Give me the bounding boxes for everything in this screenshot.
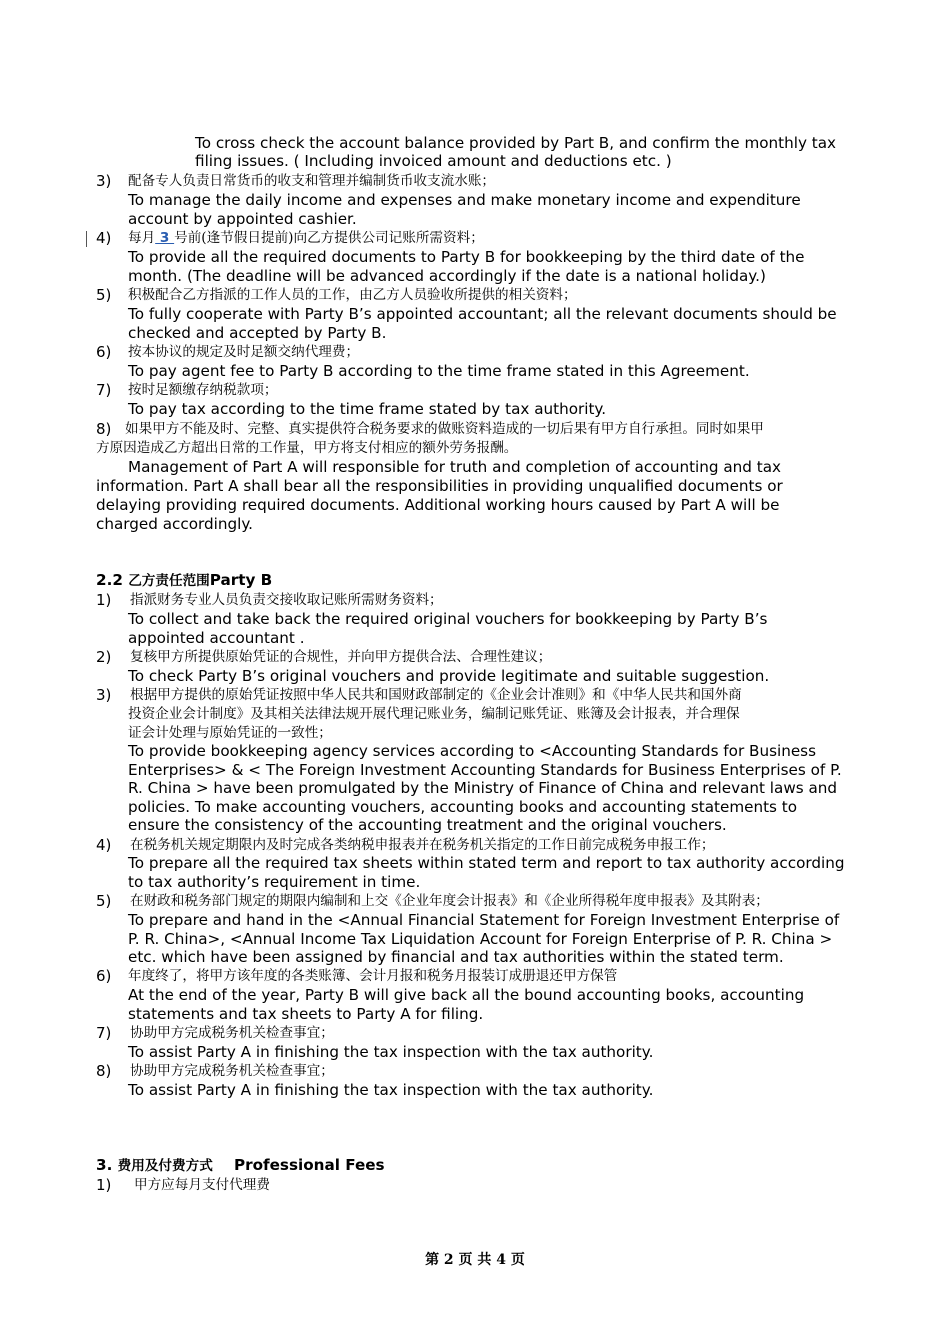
- heading-zh: 费用及付费方式: [117, 1158, 213, 1174]
- item-zh-part: 每月: [128, 230, 156, 246]
- item-en: ensure the consistency of the accounting treatment and the original vouchers.: [128, 816, 727, 834]
- item-en: policies. To make accounting vouchers, accounting books and accounting statements to: [128, 798, 798, 816]
- heading-en: Party B: [209, 571, 273, 589]
- item-zh: 甲方应每月支付代理费: [134, 1177, 270, 1193]
- item-number: 3): [96, 172, 112, 190]
- item-en: To collect and take back the required original vouchers for bookkeeping by Party B’s: [128, 610, 768, 628]
- item-zh: 在财政和税务部门规定的期限内编制和上交《企业年度会计报表》和《企业所得税年度申报表》及其附表；: [130, 893, 769, 909]
- item-number: 7): [96, 381, 112, 399]
- heading-number: 3.: [96, 1156, 113, 1174]
- item-number: 7): [96, 1024, 112, 1042]
- item-number: 5): [96, 892, 112, 910]
- section-heading-party-b: [96, 571, 272, 591]
- item-en: To fully cooperate with Party B’s appointed accountant; all the relevant documents should be: [128, 305, 837, 323]
- item-zh: 方原因造成乙方超出日常的工作量，甲方将支付相应的额外劳务报酬。: [96, 440, 518, 456]
- item-number: 4): [96, 229, 112, 247]
- item-en: To pay tax according to the time frame stated by tax authority.: [128, 400, 607, 418]
- item-zh: 积极配合乙方指派的工作人员的工作，由乙方人员验收所提供的相关资料；: [128, 287, 577, 303]
- item-number: 4): [96, 836, 112, 854]
- item-en: appointed accountant .: [128, 629, 305, 647]
- item-en: To pay agent fee to Party B according to the time frame stated in this Agreement.: [128, 362, 750, 380]
- revision-bar: [86, 231, 87, 247]
- item-zh-part: 号前(逢节假日提前)向乙方提供公司记账所需资料；: [174, 230, 484, 246]
- item-number: 6): [96, 967, 112, 985]
- heading-en: Professional Fees: [233, 1156, 385, 1174]
- page-footer: 第 2 页 共 4 页: [425, 1252, 525, 1268]
- item-number: 2): [96, 648, 112, 666]
- item-number: 8): [96, 1062, 112, 1080]
- item-number: 1): [96, 591, 112, 609]
- item-en: Management of Part A will responsible for truth and completion of accounting and tax: [128, 458, 782, 476]
- item-zh: 按时足额缴存纳税款项；: [128, 382, 278, 398]
- item-en: To prepare and hand in the <Annual Financial Statement for Foreign Investment Enterprise of: [128, 911, 840, 929]
- item-zh: 复核甲方所提供原始凭证的合规性，并向甲方提供合法、合理性建议；: [130, 649, 552, 665]
- cross-check-line-2: filing issues. ( Including invoiced amount and deductions etc. ): [195, 152, 672, 170]
- item-en: To provide all the required documents to Party B for bookkeeping by the third date of the: [128, 248, 805, 266]
- cross-check-line-1: To cross check the account balance provided by Part B, and confirm the monthly tax: [195, 134, 837, 152]
- item-number: 1): [96, 1176, 112, 1194]
- item-en: R. China > have been promulgated by the Ministry of Finance of China and relevant laws and: [128, 779, 838, 797]
- item-en: statements and tax sheets to Party A for filing.: [128, 1005, 484, 1023]
- item-zh: 指派财务专业人员负责交接收取记账所需财务资料；: [130, 592, 443, 608]
- item-en: delaying providing required documents. Additional working hours caused by Part A will be: [96, 496, 780, 514]
- tracked-insertion: 3: [155, 230, 175, 246]
- item-zh: 协助甲方完成税务机关检查事宜；: [130, 1025, 334, 1041]
- item-zh: 在税务机关规定期限内及时完成各类纳税申报表并在税务机关指定的工作日前完成税务申报工作；: [130, 837, 715, 853]
- item-en: To assist Party A in finishing the tax inspection with the tax authority.: [128, 1081, 654, 1099]
- item-zh: 年度终了，将甲方该年度的各类账簿、会计月报和税务月报装订成册退还甲方保管: [128, 968, 618, 984]
- item-en: To prepare all the required tax sheets within stated term and report to tax authority according: [128, 854, 845, 872]
- item-en: To provide bookkeeping agency services according to <Accounting Standards for Business: [128, 742, 816, 760]
- item-number: 8): [96, 420, 112, 438]
- item-zh: 配备专人负责日常货币的收支和管理并编制货币收支流水账；: [128, 173, 496, 189]
- item-en: etc. which have been assigned by financial and tax authorities within the stated term.: [128, 948, 784, 966]
- item-zh: 按本协议的规定及时足额交纳代理费；: [128, 344, 360, 360]
- item-en: information. Part A shall bear all the responsibilities in providing unqualified documents or: [96, 477, 783, 495]
- item-zh: 投资企业会计制度》及其相关法律法规开展代理记账业务，编制记账凭证、账簿及会计报表，并合理保: [128, 706, 740, 722]
- item-en: to tax authority’s requirement in time.: [128, 873, 421, 891]
- item-en: Enterprises> & < The Foreign Investment Accounting Standards for Business Enterprises of P.: [128, 761, 842, 779]
- item-zh: 协助甲方完成税务机关检查事宜；: [130, 1063, 334, 1079]
- item-number: 5): [96, 286, 112, 304]
- item-zh: [128, 229, 484, 248]
- heading-number: 2.2: [96, 571, 123, 589]
- item-zh: 根据甲方提供的原始凭证按照中华人民共和国财政部制定的《企业会计准则》和《中华人民共和国外商: [130, 687, 742, 703]
- item-zh: 如果甲方不能及时、完整、真实提供符合税务要求的做账资料造成的一切后果有甲方自行承担。同时如果甲: [125, 421, 764, 437]
- item-en: At the end of the year, Party B will give back all the bound accounting books, accounting: [128, 986, 805, 1004]
- item-en: To manage the daily income and expenses and make monetary income and expenditure: [128, 191, 801, 209]
- section-heading-fees: [96, 1156, 385, 1176]
- item-en: To assist Party A in finishing the tax inspection with the tax authority.: [128, 1043, 654, 1061]
- item-en: account by appointed cashier.: [128, 210, 357, 228]
- item-zh: 证会计处理与原始凭证的一致性；: [128, 725, 332, 741]
- item-en: To check Party B’s original vouchers and provide legitimate and suitable suggestion.: [128, 667, 770, 685]
- item-en: charged accordingly.: [96, 515, 253, 533]
- heading-zh: 乙方责任范围: [128, 573, 210, 589]
- item-en: P. R. China>, <Annual Income Tax Liquidation Account for Foreign Enterprise of P. R. China >: [128, 930, 833, 948]
- item-en: month. (The deadline will be advanced accordingly if the date is a national holiday.): [128, 267, 766, 285]
- item-en: checked and accepted by Party B.: [128, 324, 387, 342]
- item-number: 6): [96, 343, 112, 361]
- item-number: 3): [96, 686, 112, 704]
